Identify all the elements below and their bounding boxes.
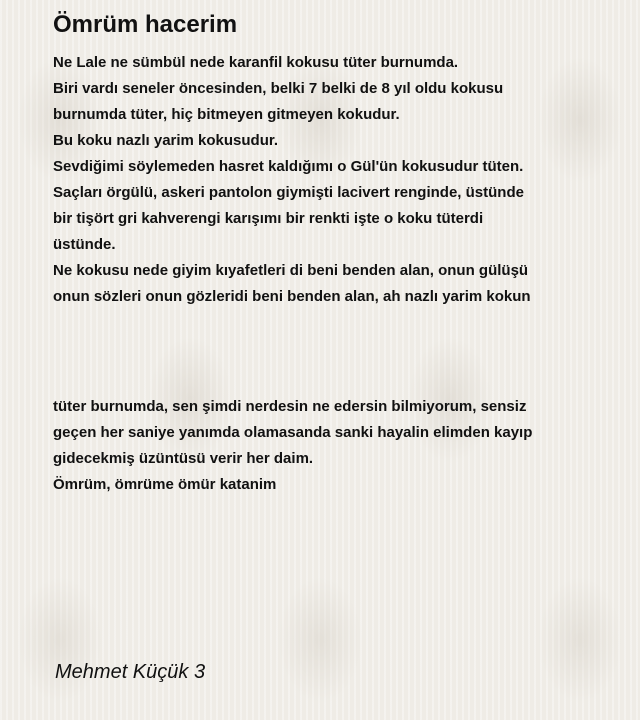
poem-line: tüter burnumda, sen şimdi nerdesin ne edersin bilmiyorum, sensiz xyxy=(53,398,527,415)
poem-author: Mehmet Küçük 3 xyxy=(55,661,206,683)
poem-card xyxy=(53,10,613,498)
poem-line: Biri vardı seneler öncesinden, belki 7 belki de 8 yıl oldu kokusu xyxy=(53,80,504,97)
poem-line: Saçları örgülü, askeri pantolon giymişti lacivert renginde, üstünde xyxy=(53,184,524,201)
poem-line: Ne kokusu nede giyim kıyafetleri di beni benden alan, onun gülüşü xyxy=(53,262,529,279)
poem-stanza-1 xyxy=(53,50,613,310)
poem-line: Sevdiğimi söylemeden hasret kaldığımı o Gül'ün kokusudur tüten. xyxy=(53,158,524,175)
poem-line: Ne Lale ne sümbül nede karanfil kokusu tüter burnumda. xyxy=(53,54,459,71)
poem-line: Ömrüm, ömrüme ömür katanim xyxy=(53,476,277,493)
poem-line: burnumda tüter, hiç bitmeyen gitmeyen kokudur. xyxy=(53,106,400,123)
poem-line: onun sözleri onun gözleridi beni benden alan, ah nazlı yarim kokun xyxy=(53,288,531,305)
stanza-gap xyxy=(53,310,613,394)
poem-line: gidecekmiş üzüntüsü verir her daim. xyxy=(53,450,314,467)
poem-title: Ömrüm hacerim xyxy=(53,11,238,38)
poem-line: geçen her saniye yanımda olamasanda sanki hayalin elimden kayıp xyxy=(53,424,533,441)
poem-line: bir tişört gri kahverengi karışımı bir renkti işte o koku tüterdi xyxy=(53,210,484,227)
poem-line: Bu koku nazlı yarim kokusudur. xyxy=(53,132,279,149)
poem-line: üstünde. xyxy=(53,236,116,253)
poem-stanza-2 xyxy=(53,394,613,498)
